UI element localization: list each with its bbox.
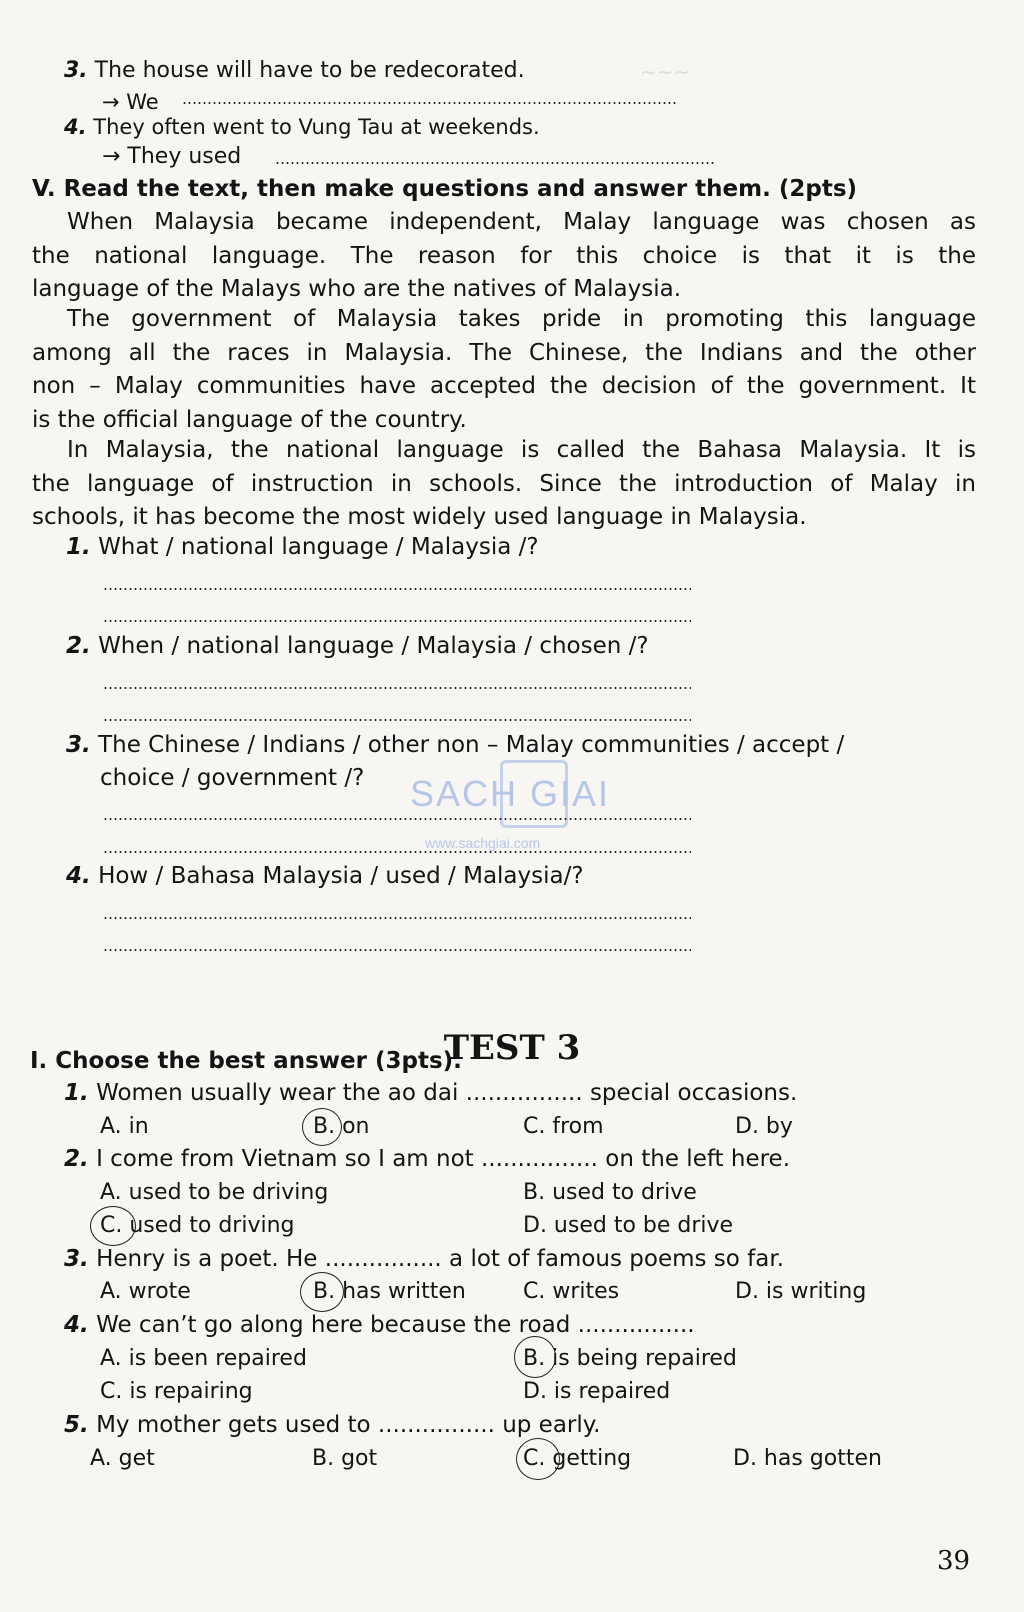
mcq-3-option-b[interactable]: B. has written xyxy=(313,1279,466,1304)
reading-paragraph-1: When Malaysia became independent, Malay language was chosen as the national language. The reason for this choice is that it is the language of the Malays who are the natives of Malaysia. xyxy=(32,209,976,302)
watermark-text: SACH GIAI xyxy=(410,773,611,814)
mcq-1-option-b[interactable]: B. on xyxy=(313,1114,370,1139)
mcq-1-option-d[interactable]: D. by xyxy=(735,1114,793,1139)
mcq-4-option-d[interactable]: D. is repaired xyxy=(523,1379,671,1404)
mcq-5-option-c[interactable]: C. getting xyxy=(523,1446,632,1471)
answer-circle-mark xyxy=(302,1108,342,1146)
page-number: 39 xyxy=(937,1546,971,1576)
answer-line xyxy=(103,588,691,590)
mcq-5-option-a[interactable]: A. get xyxy=(90,1446,155,1471)
answer-circle-mark xyxy=(516,1438,560,1480)
test3-section-i-heading: I. Choose the best answer (3pts). xyxy=(30,1048,462,1074)
mcq-3-option-a[interactable]: A. wrote xyxy=(100,1279,191,1304)
mcq-5-option-b[interactable]: B. got xyxy=(312,1446,378,1471)
section-v-heading: V. Read the text, then make questions and answer them. (2pts) xyxy=(32,176,858,202)
test-title: TEST 3 xyxy=(443,1028,581,1068)
mcq-5-option-d[interactable]: D. has gotten xyxy=(733,1446,882,1471)
mcq-2-option-d[interactable]: D. used to be drive xyxy=(523,1213,734,1238)
mcq-2-option-b[interactable]: B. used to drive xyxy=(523,1180,697,1205)
mcq-2-option-c[interactable]: C. used to driving xyxy=(100,1213,295,1238)
answer-line xyxy=(275,162,715,164)
answer-circle-mark xyxy=(300,1272,344,1312)
v-question-2: 2. When / national language / Malaysia / chosen /? xyxy=(66,633,649,659)
mcq-2-option-a[interactable]: A. used to be driving xyxy=(100,1180,329,1205)
mcq-4-option-b[interactable]: B. is being repaired xyxy=(523,1346,737,1371)
answer-line xyxy=(103,917,691,919)
iv-q4: 4. They often went to Vung Tau at weekends. xyxy=(64,115,540,139)
show-through-text: ~~~ xyxy=(640,60,691,84)
mcq-4-option-c[interactable]: C. is repairing xyxy=(100,1379,253,1404)
mcq-4-option-a[interactable]: A. is been repaired xyxy=(100,1346,307,1371)
answer-line xyxy=(103,687,691,689)
answer-line xyxy=(103,719,691,721)
v-question-3: 3. The Chinese / Indians / other non – Malay communities / accept / xyxy=(66,732,845,758)
mcq-5-stem: 5. My mother gets used to ................ up early. xyxy=(64,1412,601,1438)
answer-line xyxy=(182,102,678,104)
watermark-url: www.sachgiai.com xyxy=(425,835,541,851)
answer-circle-mark xyxy=(514,1336,556,1378)
mcq-1-option-a[interactable]: A. in xyxy=(100,1114,149,1139)
answer-line xyxy=(103,851,691,853)
mcq-1-stem: 1. Women usually wear the ao dai ................ special occasions. xyxy=(64,1080,798,1106)
reading-paragraph-3: In Malaysia, the national language is called the Bahasa Malaysia. It is the language of instruction in schools. Since the introduction of Malay in schools, it has become the most widely used language in Malaysia. xyxy=(32,437,976,530)
answer-line xyxy=(103,818,691,820)
mcq-3-option-d[interactable]: D. is writing xyxy=(735,1279,867,1304)
mcq-2-stem: 2. I come from Vietnam so I am not ................ on the left here. xyxy=(64,1146,791,1172)
answer-line xyxy=(103,949,691,951)
mcq-4-stem: 4. We can’t go along here because the road ................ xyxy=(64,1312,695,1338)
reading-paragraph-2: The government of Malaysia takes pride in promoting this language among all the races in Malaysia. The Chinese, the Indians and the other non – Malay communities have accepted the decision of the government. It is the official language of the country. xyxy=(32,306,976,433)
iv-q3: 3. The house will have to be redecorated. xyxy=(64,58,525,83)
v-question-4: 4. How / Bahasa Malaysia / used / Malaysia/? xyxy=(66,863,584,889)
answer-circle-mark xyxy=(90,1206,136,1246)
v-question-3-cont: choice / government /? xyxy=(100,765,365,791)
iv-q4-answer-start: → They used xyxy=(102,144,242,169)
mcq-3-stem: 3. Henry is a poet. He ................ a lot of famous poems so far. xyxy=(64,1246,785,1272)
mcq-1-option-c[interactable]: C. from xyxy=(523,1114,604,1139)
answer-line xyxy=(103,620,691,622)
mcq-3-option-c[interactable]: C. writes xyxy=(523,1279,620,1304)
iv-q3-answer-start: → We xyxy=(102,90,159,114)
v-question-1: 1. What / national language / Malaysia /? xyxy=(66,534,539,560)
